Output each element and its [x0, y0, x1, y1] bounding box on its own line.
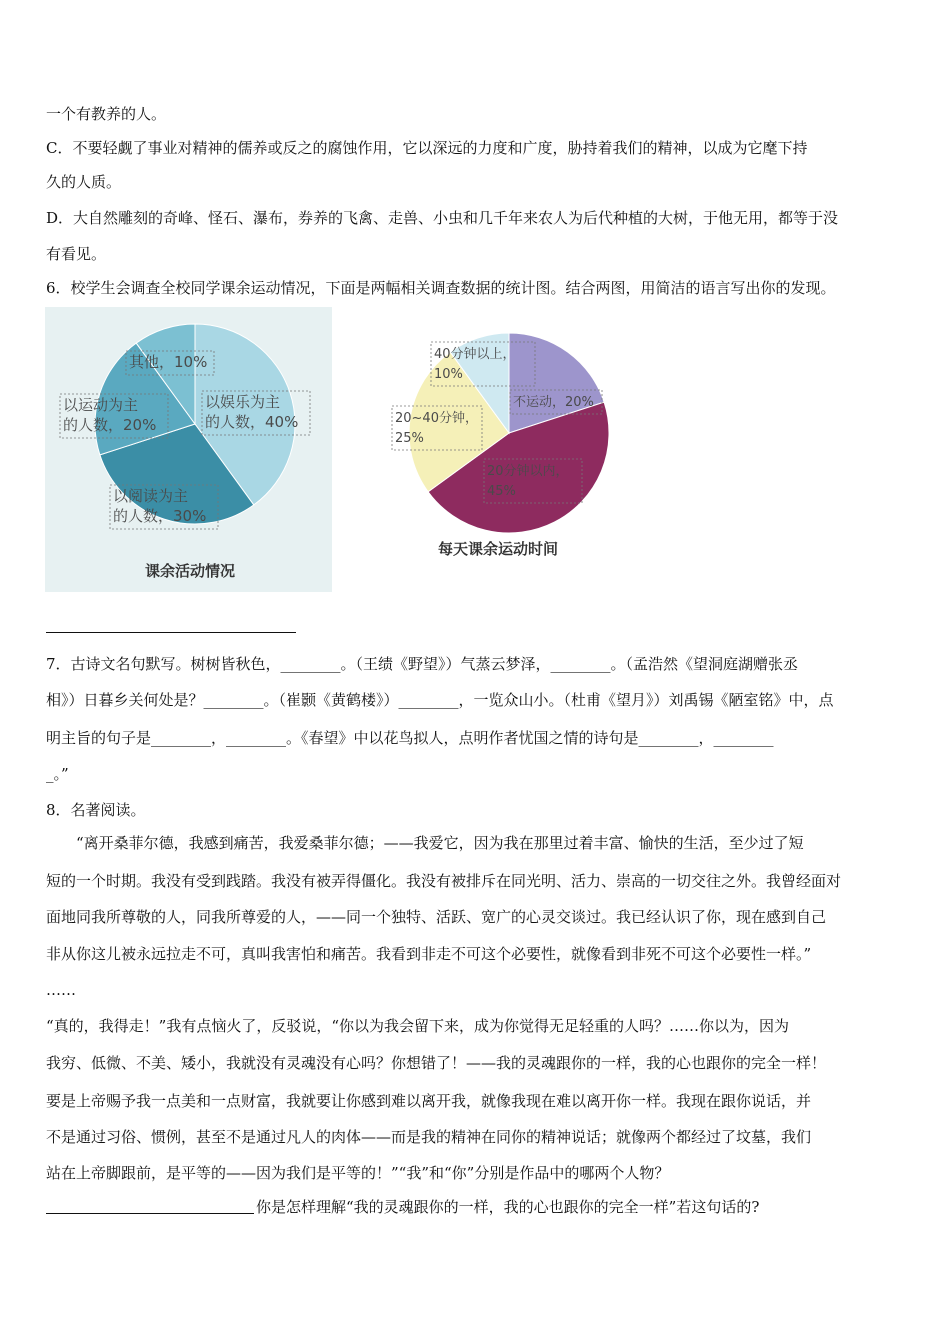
passage-line: 非从你这儿被永远拉走不可，真叫我害怕和痛苦。我看到非走不可这个必要性，就像看到非死不可这个必要性一样。” — [46, 945, 812, 963]
option-d-line1: D．大自然雕刻的奇峰、怪石、瀑布，券养的飞禽、走兽、小虫和几千年来农人为后代种植的大树，于他无用，都等于没 — [46, 209, 839, 227]
passage-line: “真的，我得走！”我有点恼火了，反驳说，“你以为我会留下来，成为你觉得无足轻重的人吗？……你以为，因为 — [46, 1017, 790, 1035]
slice-label: 10% — [434, 367, 463, 382]
passage-line: 我穷、低微、不美、矮小，我就没有灵魂没有心吗？你想错了！——我的灵魂跟你的一样，我的心也跟你的完全一样！ — [46, 1054, 827, 1072]
slice-label: 以运动为主 — [63, 396, 139, 414]
passage-line: …… — [46, 981, 76, 999]
option-b-continuation: 一个有教养的人。 — [46, 105, 167, 123]
question-8: 8．名著阅读。 — [46, 801, 146, 819]
passage-line: 要是上帝赐予我一点美和一点财富，我就要让你感到难以离开我，就像我现在难以离开你一样。我现在跟你说话，并 — [46, 1092, 812, 1110]
question-7-line4: _。” — [46, 765, 69, 783]
slice-label: 20~40分钟， — [395, 411, 478, 426]
slice-label: 其他，10% — [129, 353, 208, 371]
slice-label: 以阅读为主 — [113, 487, 189, 505]
question-7-line2: 相》）日暮乡关何处是？________。（崔颢《黄鹤楼》）________，一览众山小。（杜甫《望月》）刘禹锡《陋室铭》中，点 — [46, 691, 834, 709]
option-d-line2: 有看见。 — [46, 245, 107, 263]
question-6: 6．校学生会调查全校同学课余运动情况，下面是两幅相关调查数据的统计图。结合两图，用简洁的语言写出你的发现。 — [46, 279, 836, 297]
option-c-line1: C．不要轻觑了事业对精神的儒养或反之的腐蚀作用，它以深远的力度和广度，胁持着我们的精神，以成为它麾下持 — [46, 139, 808, 157]
chart-title: 每天课余运动时间 — [438, 540, 559, 558]
passage-line: 短的一个时期。我没有受到践踏。我没有被弄得僵化。我没有被排斥在同光明、活力、崇高的一切交往之外。我曾经面对 — [46, 872, 842, 890]
passage-line: 站在上帝脚跟前，是平等的——因为我们是平等的！”“我”和“你”分别是作品中的哪两个人物？ — [46, 1164, 670, 1182]
answer-blank-8[interactable] — [46, 1213, 254, 1214]
slice-label: 20分钟以内， — [487, 464, 569, 479]
slice-label: 不运动，20% — [513, 395, 594, 410]
slice-label: 的人数，20% — [63, 416, 157, 434]
exercise-time-pie-chart — [380, 325, 620, 565]
slice-label: 45% — [487, 484, 516, 499]
slice-label: 的人数，30% — [113, 507, 207, 525]
question-7-line1: 7．古诗文名句默写。树树皆秋色，________。（王绩《野望》）气蒸云梦泽，________。（孟浩然《望洞庭湖赠张丞 — [46, 655, 799, 673]
slice-label: 的人数，40% — [205, 413, 299, 431]
question-7-line3: 明主旨的句子是________，________。《春望》中以花鸟拟人，点明作者忧国之情的诗句是________，________ — [46, 729, 774, 747]
activity-pie-chart — [45, 307, 332, 592]
slice-label: 以娱乐为主 — [205, 393, 281, 411]
chart-title: 课余活动情况 — [145, 562, 236, 580]
option-c-line2: 久的人质。 — [46, 173, 122, 191]
answer-blank-6[interactable] — [46, 632, 296, 633]
question-8-prompt: 你是怎样理解“我的灵魂跟你的一样，我的心也跟你的完全一样”若这句话的? — [256, 1198, 760, 1216]
slice-label: 40分钟以上， — [434, 347, 516, 362]
slice-label: 25% — [395, 431, 424, 446]
passage-line: “离开桑菲尔德，我感到痛苦，我爱桑菲尔德；——我爱它，因为我在那里过着丰富、愉快的生活，至少过了短 — [76, 834, 804, 852]
passage-line: 不是通过习俗、惯例，甚至不是通过凡人的肉体——而是我的精神在同你的精神说话；就像两个都经过了坟墓，我们 — [46, 1128, 812, 1146]
passage-line: 面地同我所尊敬的人，同我所尊爱的人，——同一个独特、活跃、宽广的心灵交谈过。我已经认识了你，现在感到自己 — [46, 908, 827, 926]
